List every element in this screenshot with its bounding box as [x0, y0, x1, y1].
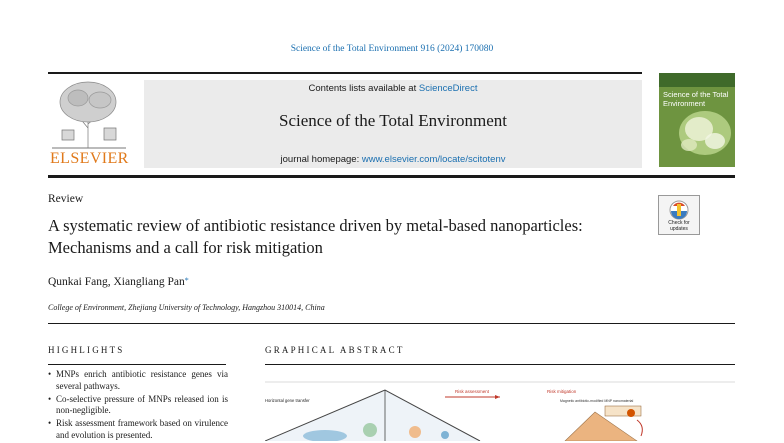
cover-title: Science of the Total Environment [663, 90, 729, 108]
graphical-abstract-rule [265, 364, 735, 365]
graphical-abstract-heading: GRAPHICAL ABSTRACT [265, 345, 405, 355]
journal-citation [0, 44, 784, 54]
graphical-abstract-image[interactable] [265, 380, 735, 441]
header-rule [48, 72, 642, 74]
ga-label-left: Horizontal gene transfer [265, 398, 310, 403]
cover-art [659, 73, 735, 167]
journal-title: Science of the Total Environment [279, 111, 507, 130]
check-for-updates-button[interactable] [658, 195, 700, 235]
highlight-item: • MNPs enrich antibiotic resistance genes via several pathways. [48, 369, 228, 392]
highlight-item: • Risk assessment framework based on virulence and evolution is presented. [48, 418, 228, 441]
corresponding-author-marker[interactable]: * [184, 276, 189, 285]
ga-label-risk-mitigation: Risk mitigation [547, 389, 577, 394]
author-name[interactable]: Qunkai Fang [48, 276, 108, 288]
author-affiliation: College of Environment, Zhejiang University of Technology, Hangzhou 310014, China [48, 303, 325, 312]
highlights-heading: HIGHLIGHTS [48, 345, 125, 355]
article-type: Review [48, 193, 84, 205]
header-thick-rule [48, 175, 735, 178]
section-rule [48, 323, 735, 324]
elsevier-tree-icon [48, 78, 130, 150]
sciencedirect-link[interactable]: ScienceDirect [418, 83, 478, 94]
citation-details[interactable]: 916 (2024) 170080 [420, 44, 494, 54]
ga-label-right-sub: Magnetic antibiotic-modified MNP nanomaterial [560, 399, 634, 403]
homepage-link[interactable]: www.elsevier.com/locate/scitotenv [361, 154, 506, 165]
author-list [48, 276, 189, 288]
contents-availability [144, 83, 642, 94]
highlights-list [48, 369, 228, 443]
author-name[interactable]: Xiangliang Pan [113, 276, 185, 288]
ga-label-risk-assessment: Risk assessment [455, 389, 490, 394]
contents-prefix: Contents lists available at [308, 83, 417, 94]
crossmark-label-line2: updates [670, 225, 688, 232]
author-separator: , [107, 276, 114, 288]
homepage-prefix: journal homepage: [280, 154, 360, 165]
highlights-rule [48, 364, 226, 365]
article-title: A systematic review of antibiotic resistance driven by metal-based nanoparticles: Mechanisms and a call for risk mitigation [48, 216, 583, 257]
elsevier-logo[interactable] [48, 78, 130, 170]
elsevier-wordmark: ELSEVIER [50, 150, 129, 167]
highlight-item: • Co-selective pressure of MNPs released ion is non-negligible. [48, 394, 228, 417]
crossmark-label [659, 221, 699, 232]
crossmark-label-line1: Check for [668, 220, 690, 226]
journal-homepage [144, 154, 642, 165]
journal-cover-image[interactable] [659, 73, 735, 167]
journal-banner [144, 80, 642, 168]
citation-journal-link[interactable]: Science of the Total Environment [290, 44, 419, 54]
